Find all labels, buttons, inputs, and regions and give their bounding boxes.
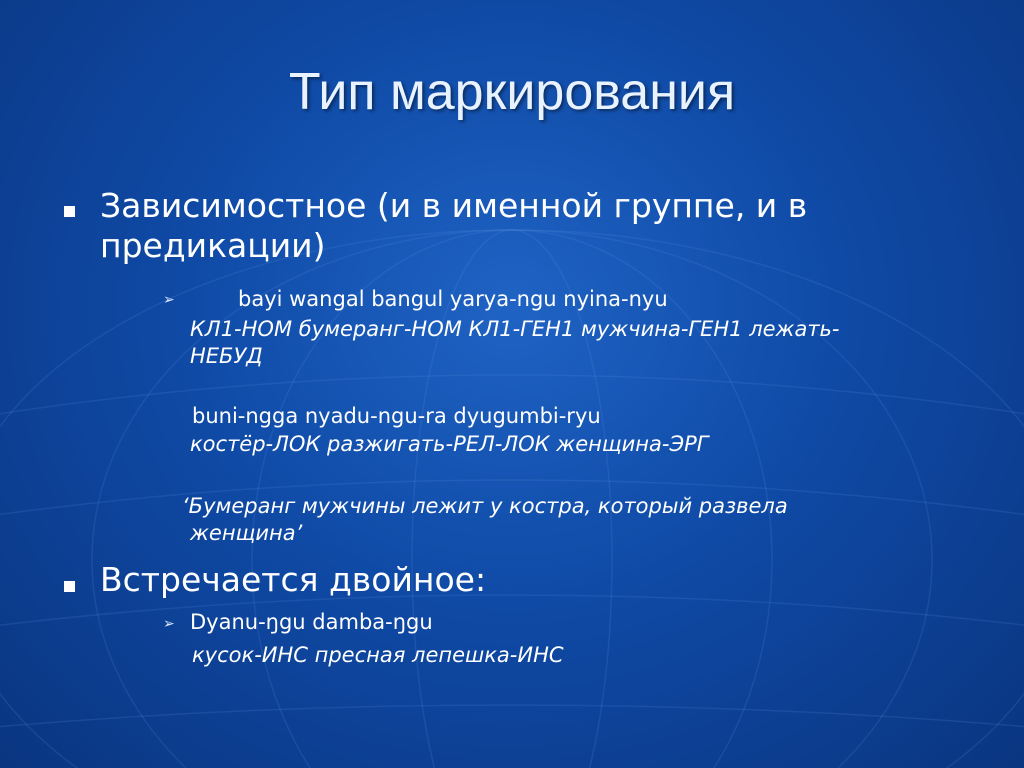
example-1-gloss-line-1: КЛ1-НОМ бумеранг-НОМ КЛ1-ГЕН1 мужчина-ГЕН1 лежать-	[190, 317, 840, 341]
example-3-line: Dyanu-ŋgu damba-ŋgu	[190, 610, 433, 634]
translation-line-2: женщина’	[190, 521, 303, 545]
example-1-line: bayi wangal bangul yarya-ngu nyina-nyu	[238, 287, 668, 311]
example-1-gloss	[190, 316, 1010, 370]
bullet-1-line-1: Зависимостное (и в именной группе, и в	[100, 186, 808, 225]
sub-bullet-arrow-icon: ➢	[163, 292, 175, 308]
slide-title: Тип маркирования	[288, 63, 736, 121]
translation-text	[182, 493, 1002, 547]
bullet-1-text	[100, 186, 1000, 266]
bullet-1-line-2: предикации)	[100, 226, 326, 265]
example-1-gloss-line-2: НЕБУД	[190, 344, 263, 368]
bullet-square-icon	[64, 206, 75, 217]
example-3-gloss: кусок-ИНС пресная лепешка-ИНС	[192, 643, 564, 667]
bullet-2-text: Встречается двойное:	[100, 560, 487, 599]
example-2-line: buni-ngga nyadu-ngu-ra dyugumbi-ryu	[192, 404, 601, 428]
sub-bullet-arrow-icon: ➢	[163, 616, 175, 632]
bullet-square-icon	[64, 581, 75, 592]
example-2-gloss: костёр-ЛОК разжигать-РЕЛ-ЛОК женщина-ЭРГ	[190, 432, 709, 456]
translation-line-1: ‘Бумеранг мужчины лежит у костра, который развела	[182, 494, 788, 518]
